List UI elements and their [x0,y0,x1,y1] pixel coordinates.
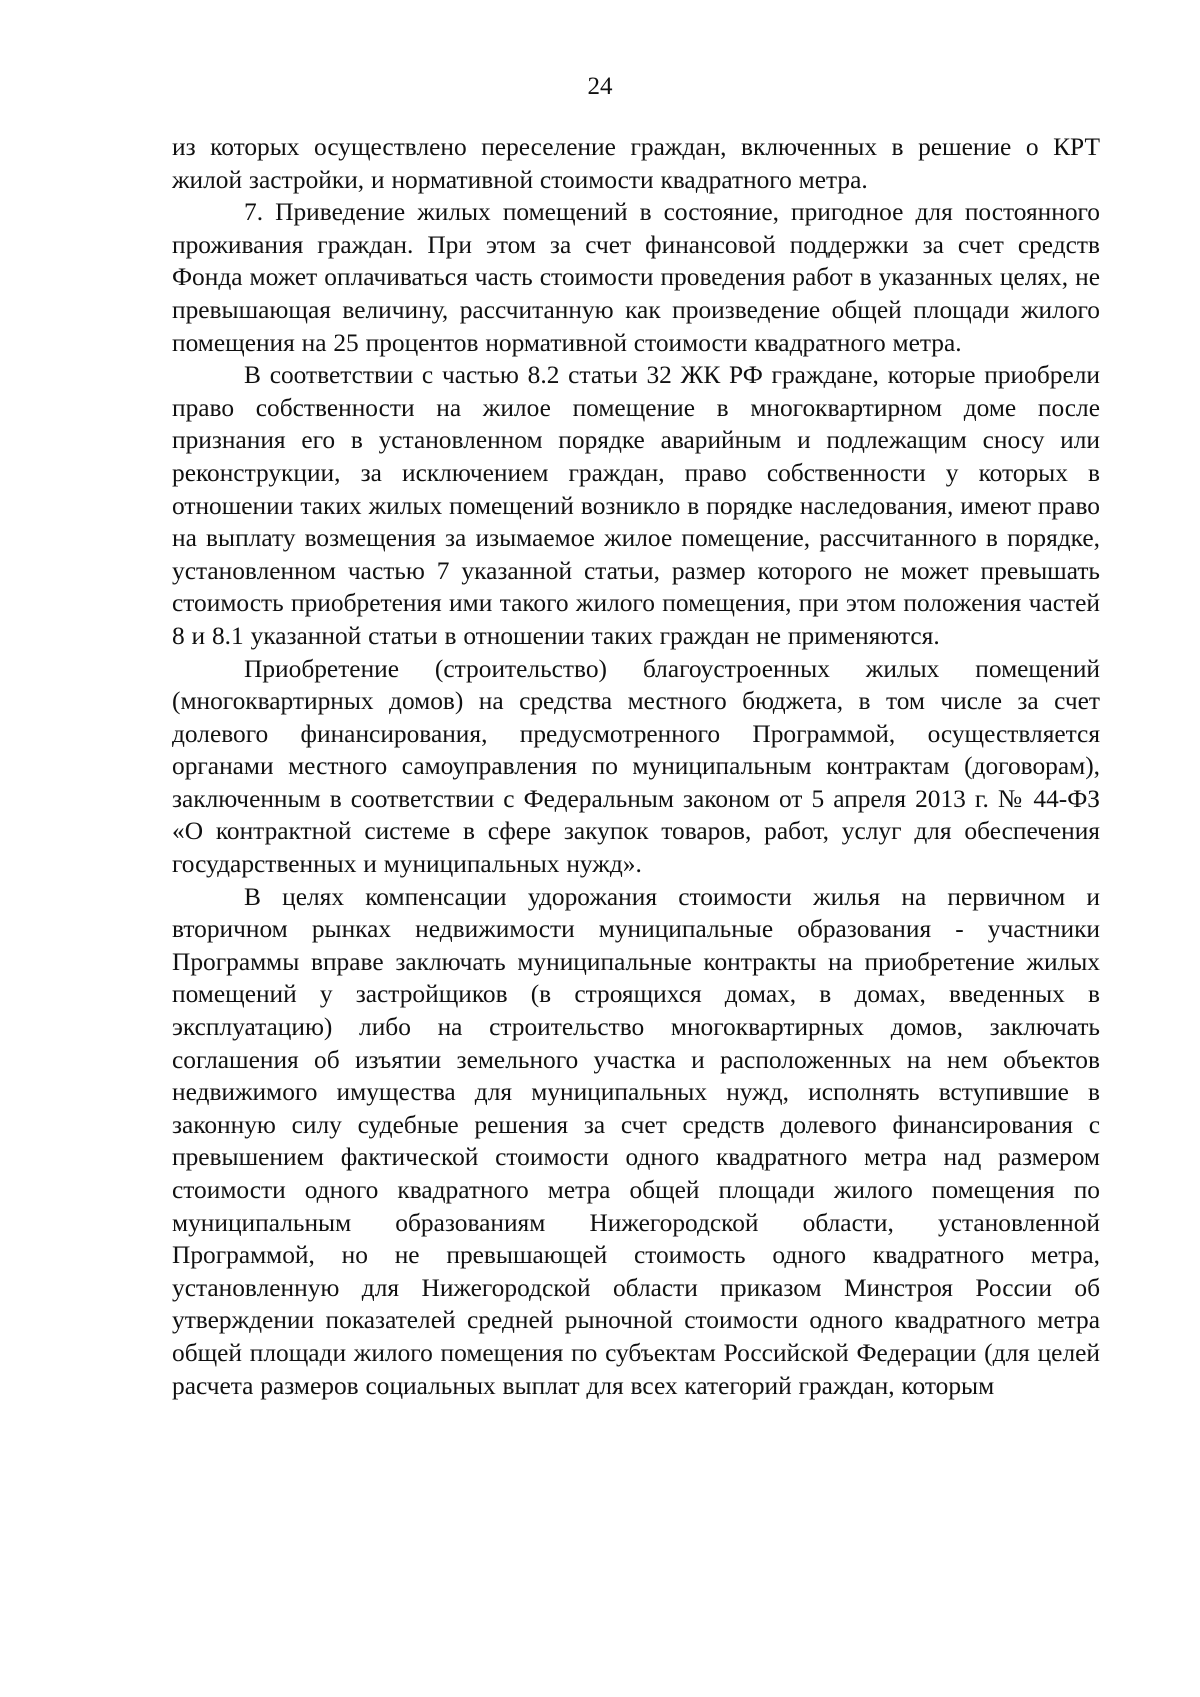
paragraph-acquisition: Приобретение (строительство) благоустроенных жилых помещений (многоквартирных домов) на средства местного бюджета, в том числе за счет долевого финансирования, предусмотренного Программой, осуществляется органами местного самоуправления по муниципальным контрактам (договорам), заключенным в соответствии с Федеральным законом от 5 апреля 2013 г. № 44-ФЗ «О контрактной системе в сфере закупок товаров, работ, услуг для обеспечения государственных и муниципальных нужд». [172,654,1100,879]
page-number: 24 [587,73,613,100]
paragraph-item-7: 7. Приведение жилых помещений в состояние, пригодное для постоянного проживания граждан. При этом за счет финансовой поддержки за счет средств Фонда может оплачиваться часть стоимости проведения работ в указанных целях, не превышающая величину, рассчитанную как произведение общей площади жилого помещения на 25 процентов нормативной стоимости квадратного метра. [172,198,1100,357]
paragraph-article-32: В соответствии с частью 8.2 статьи 32 ЖК РФ граждане, которые приобрели право собственности на жилое помещение в многоквартирном доме после признания его в установленном порядке аварийным и подлежащим сносу или реконструкции, за исключением граждан, право собственности у которых в отношении таких жилых помещений возникло в порядке наследования, имеют право на выплату возмещения за изымаемое жилое помещение, рассчитанного в порядке, установленном частью 7 указанной статьи, размер которого не может превышать стоимость приобретения ими такого жилого помещения, при этом положения частей 8 и 8.1 указанной статьи в отношении таких граждан не применяются. [172,361,1100,650]
paragraph-continuation: из которых осуществлено переселение граждан, включенных в решение о КРТ жилой застройки, и нормативной стоимости квадратного метра. [172,133,1100,194]
document-body [172,131,1100,1402]
paragraph-compensation: В целях компенсации удорожания стоимости жилья на первичном и вторичном рынках недвижимости муниципальные образования - участники Программы вправе заключать муниципальные контракты на приобретение жилых помещений у застройщиков (в строящихся домах, в домах, введенных в эксплуатацию) либо на строительство многоквартирных домов, заключать соглашения об изъятии земельного участка и расположенных на нем объектов недвижимого имущества для муниципальных нужд, исполнять вступившие в законную силу судебные решения за счет средств долевого финансирования с превышением фактической стоимости одного квадратного метра над размером стоимости одного квадратного метра общей площади жилого помещения по муниципальным образованиям Нижегородской области, установленной Программой, но не превышающей стоимость одного квадратного метра, установленную для Нижегородской области приказом Минстроя России об утверждении показателей средней рыночной стоимости одного квадратного метра общей площади жилого помещения по субъектам Российской Федерации (для целей расчета размеров социальных выплат для всех категорий граждан, которым [172,882,1100,1400]
